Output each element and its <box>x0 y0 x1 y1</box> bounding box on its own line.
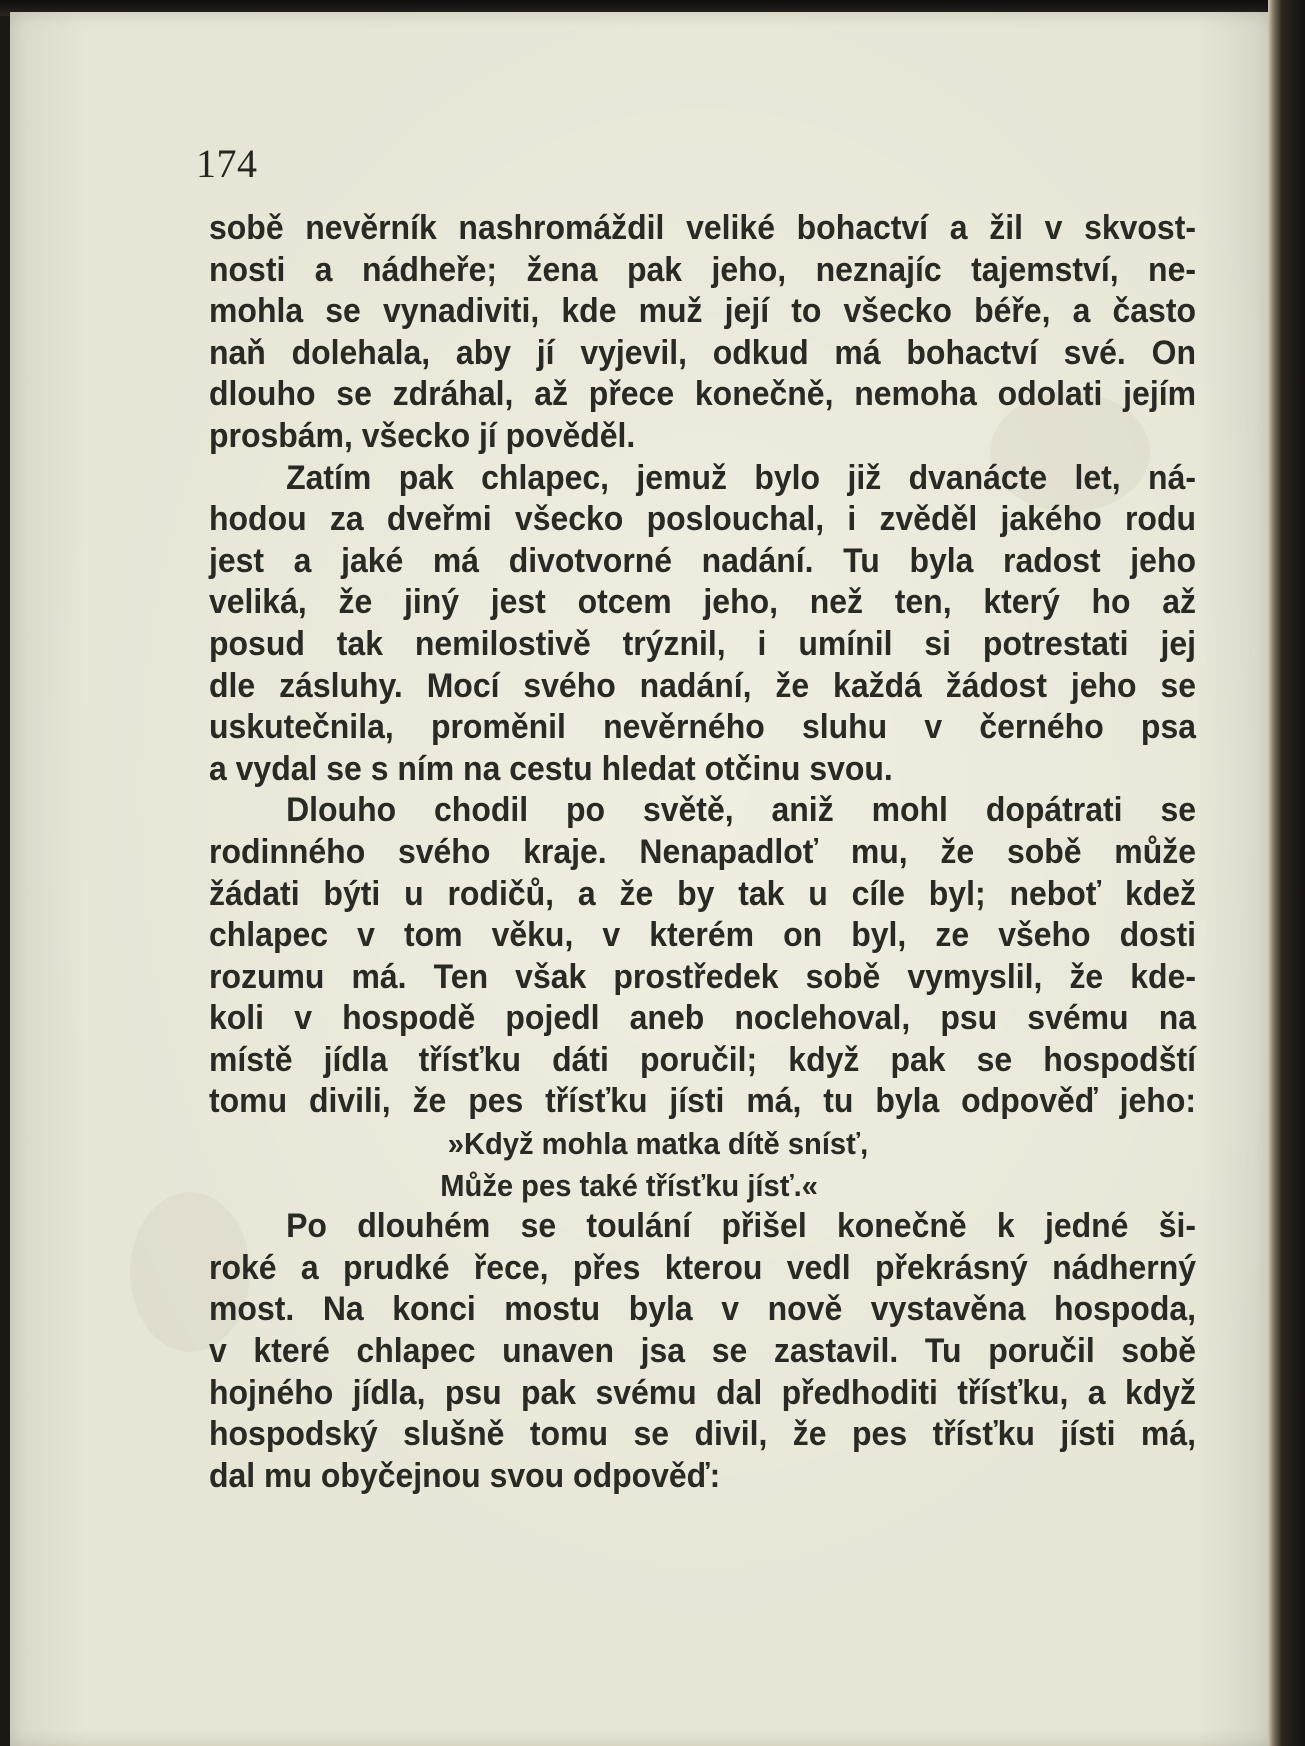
text-line: dlouho se zdráhal, až přece konečně, nemoha odolati jejím <box>209 375 1196 414</box>
text-line: tomu divili, že pes třísťku jísti má, tu byla odpověď jeho: <box>209 1082 1196 1121</box>
page-body-text <box>209 208 1196 1497</box>
text-line: hodou za dveřmi všecko poslouchal, i zvěděl jakého rodu <box>209 500 1196 539</box>
text-line: Zatím pak chlapec, jemuž bylo již dvanácte let, ná- <box>286 458 1196 497</box>
text-line: rozumu má. Ten však prostředek sobě vymyslil, že kde- <box>209 957 1196 996</box>
book-spine-edge <box>1268 0 1305 1746</box>
text-line: chlapec v tom věku, v kterém on byl, ze všeho dosti <box>209 916 1196 955</box>
text-line: prosbám, všecko jí pověděl. <box>209 416 636 455</box>
verse-line: »Když mohla matka dítě snísť, <box>447 1126 869 1162</box>
text-line: mohla se vynadiviti, kde muž její to všecko béře, a často <box>209 292 1196 331</box>
text-line: nosti a nádheře; žena pak jeho, neznajíc tajemství, ne- <box>209 250 1196 289</box>
verse-line: Může pes také třísťku jísť.« <box>440 1167 818 1203</box>
text-line: místě jídla třísťku dáti poručil; když pak se hospodští <box>209 1040 1196 1079</box>
text-line: v které chlapec unaven jsa se zastavil. Tu poručil sobě <box>209 1332 1196 1371</box>
text-line: dle zásluhy. Mocí svého nadání, že každá žádost jeho se <box>209 666 1196 705</box>
page-number: 174 <box>196 141 258 186</box>
text-line: dal mu obyčejnou svou odpověď: <box>209 1456 721 1495</box>
text-line: žádati býti u rodičů, a že by tak u cíle byl; neboť kdež <box>209 874 1196 913</box>
text-line: naň dolehala, aby jí vyjevil, odkud má bohactví své. On <box>209 333 1196 372</box>
text-line: most. Na konci mostu byla v nově vystavěna hospoda, <box>209 1290 1196 1329</box>
text-line: koli v hospodě pojedl aneb noclehoval, psu svému na <box>209 999 1196 1038</box>
text-line: jest a jaké má divotvorné nadání. Tu byla radost jeho <box>209 541 1196 580</box>
text-line: rodinného svého kraje. Nenapadloť mu, že sobě může <box>209 832 1196 871</box>
text-line: hospodský slušně tomu se divil, že pes třísťku jísti má, <box>209 1415 1196 1454</box>
text-line: hojného jídla, psu pak svému dal předhoditi třísťku, a když <box>209 1373 1196 1412</box>
text-line: a vydal se s ním na cestu hledat otčinu svou. <box>209 749 893 788</box>
text-line: sobě nevěrník nashromáždil veliké bohactví a žil v skvost- <box>209 209 1196 247</box>
text-line: posud tak nemilostivě trýznil, i umínil si potrestati jej <box>209 624 1196 663</box>
text-line: Po dlouhém se toulání přišel konečně k jedné ši- <box>286 1207 1196 1246</box>
text-line: roké a prudké řece, přes kterou vedl překrásný nádherný <box>209 1248 1196 1287</box>
text-line: veliká, že jiný jest otcem jeho, než ten, který ho až <box>209 583 1196 622</box>
text-line: uskutečnila, proměnil nevěrného sluhu v černého psa <box>209 708 1196 747</box>
text-line: Dlouho chodil po světě, aniž mohl dopátrati se <box>286 791 1196 830</box>
